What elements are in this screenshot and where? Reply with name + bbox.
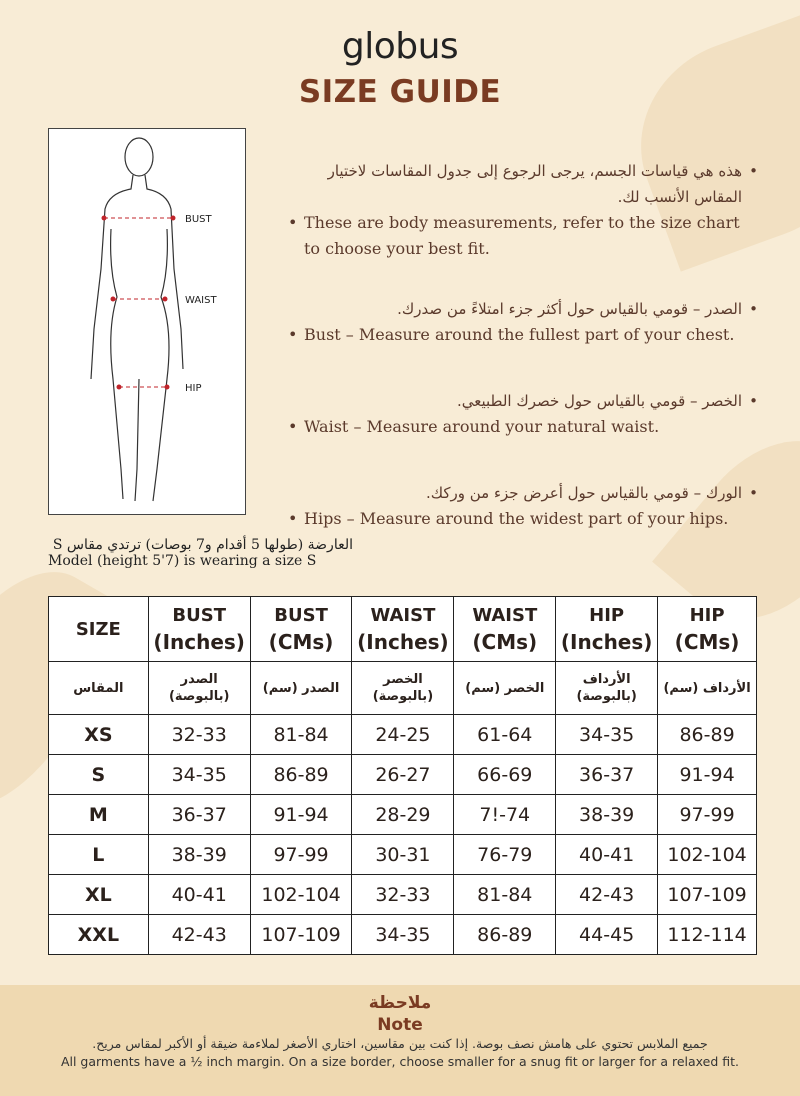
size-cell: S [49, 755, 149, 795]
measurement-cell: 38-39 [148, 835, 250, 875]
header-text: (Inches) [560, 630, 653, 654]
measurement-cell: 61-64 [454, 715, 556, 755]
size-cell: L [49, 835, 149, 875]
measurement-cell: 42-43 [148, 915, 250, 955]
bullet-ar: • الورك – قومي بالقياس حول أعرض جزء من وركك. [425, 484, 758, 502]
bullet-ar: • هذه هي قياسات الجسم، يرجى الرجوع إلى جدول المقاسات لاختيار المقاس الأنسب لك. [327, 162, 758, 206]
measurement-cell: 107-109 [658, 875, 757, 915]
label-waist: WAIST [185, 295, 217, 306]
header-text: (CMs) [268, 630, 334, 654]
body-measurement-figure [48, 128, 246, 515]
measurement-cell: 86-89 [250, 755, 352, 795]
measurement-cell: 91-94 [250, 795, 352, 835]
column-header [352, 597, 454, 662]
size-cell: M [49, 795, 149, 835]
table-row [49, 755, 757, 795]
size-chart-table [48, 596, 757, 955]
measurement-cell: 76-79 [454, 835, 556, 875]
measurement-cell: 97-99 [658, 795, 757, 835]
bullet-en: • Waist – Measure around your natural waist. [288, 417, 660, 436]
header-text: WAIST [370, 605, 436, 626]
measurement-cell: 34-35 [556, 715, 658, 755]
measurement-cell: 102-104 [658, 835, 757, 875]
measurement-cell: 107-109 [250, 915, 352, 955]
measurement-cell: 32-33 [148, 715, 250, 755]
column-header-ar: المقاس [49, 662, 149, 715]
column-header-ar: الصدر (سم) [250, 662, 352, 715]
header-text: BUST [172, 605, 226, 626]
header-text: BUST [274, 605, 328, 626]
bullet-en: • Hips – Measure around the widest part of your hips. [288, 509, 729, 528]
note-section: ملاحظة Note جميع الملابس تحتوي على هامش نصف بوصة. إذا كنت بين مقاسين، اختاري الأصغر لملاءمة ضيقة أو الأكبر لمقاس مريح. All garments have a ½ inch margin. On a size border, choose smaller for a snug fit or larger for a relaxed fit. [0, 985, 800, 1096]
measurement-cell: 102-104 [250, 875, 352, 915]
page-title: SIZE GUIDE [298, 74, 502, 110]
header-text: (CMs) [472, 630, 538, 654]
measurement-cell: 66-69 [454, 755, 556, 795]
measurement-cell: 40-41 [148, 875, 250, 915]
measurement-cell: 38-39 [556, 795, 658, 835]
column-header [49, 597, 149, 662]
header-text: HIP [589, 605, 625, 626]
measurement-cell: 36-37 [556, 755, 658, 795]
header-text: (Inches) [153, 630, 245, 654]
column-header-ar: الخصر (سم) [454, 662, 556, 715]
label-bust: BUST [185, 214, 212, 225]
column-header [454, 597, 556, 662]
size-cell: XXL [49, 915, 149, 955]
label-hip: HIP [185, 383, 202, 394]
measurement-cell: 26-27 [352, 755, 454, 795]
column-header-ar: الأرداف (سم) [658, 662, 757, 715]
column-header [556, 597, 658, 662]
measurement-cell: 112-114 [658, 915, 757, 955]
measurement-instructions [288, 158, 758, 566]
table-row [49, 835, 757, 875]
column-header-ar: الخصر (بالبوصة) [352, 662, 454, 715]
table-row [49, 795, 757, 835]
measurement-cell: 97-99 [250, 835, 352, 875]
table-row [49, 715, 757, 755]
header-text: HIP [689, 605, 725, 626]
column-header [658, 597, 757, 662]
measurement-cell: 81-84 [454, 875, 556, 915]
model-info: العارضة (طولها 5 أقدام و7 بوصات) ترتدي مقاس S Model (height 5'7) is wearing a size S [48, 537, 353, 569]
measurement-cell: 42-43 [556, 875, 658, 915]
size-cell: XS [49, 715, 149, 755]
measurement-cell: 7!-74 [454, 795, 556, 835]
measurement-cell: 28-29 [352, 795, 454, 835]
bullet-ar: • الصدر – قومي بالقياس حول أكثر جزء امتلاءً من صدرك. [397, 300, 758, 318]
measurement-cell: 30-31 [352, 835, 454, 875]
brand-logo: globus [341, 26, 459, 67]
measurement-cell: 34-35 [352, 915, 454, 955]
bullet-en: • Bust – Measure around the fullest part of your chest. [288, 325, 735, 344]
measurement-cell: 86-89 [454, 915, 556, 955]
arabic-header-row [49, 662, 757, 715]
table-row [49, 875, 757, 915]
column-header-ar: الصدر (بالبوصة) [148, 662, 250, 715]
measurement-cell: 34-35 [148, 755, 250, 795]
header-text: (CMs) [674, 630, 740, 654]
measurement-cell: 91-94 [658, 755, 757, 795]
header-text: SIZE [75, 618, 121, 640]
column-header [250, 597, 352, 662]
bullet-ar: • الخصر – قومي بالقياس حول خصرك الطبيعي. [456, 392, 758, 410]
measurement-cell: 36-37 [148, 795, 250, 835]
column-header-ar: الأرداف (بالبوصة) [556, 662, 658, 715]
measurement-cell: 40-41 [556, 835, 658, 875]
bullet-en: • These are body measurements, refer to the size chart to choose your best fit. [288, 213, 740, 258]
measurement-cell: 44-45 [556, 915, 658, 955]
header-text: (Inches) [357, 630, 449, 654]
measurement-cell: 81-84 [250, 715, 352, 755]
measurement-cell: 24-25 [352, 715, 454, 755]
table-row [49, 915, 757, 955]
measurement-cell: 86-89 [658, 715, 757, 755]
measurement-cell: 32-33 [352, 875, 454, 915]
column-header [148, 597, 250, 662]
header-text: WAIST [472, 605, 538, 626]
size-cell: XL [49, 875, 149, 915]
